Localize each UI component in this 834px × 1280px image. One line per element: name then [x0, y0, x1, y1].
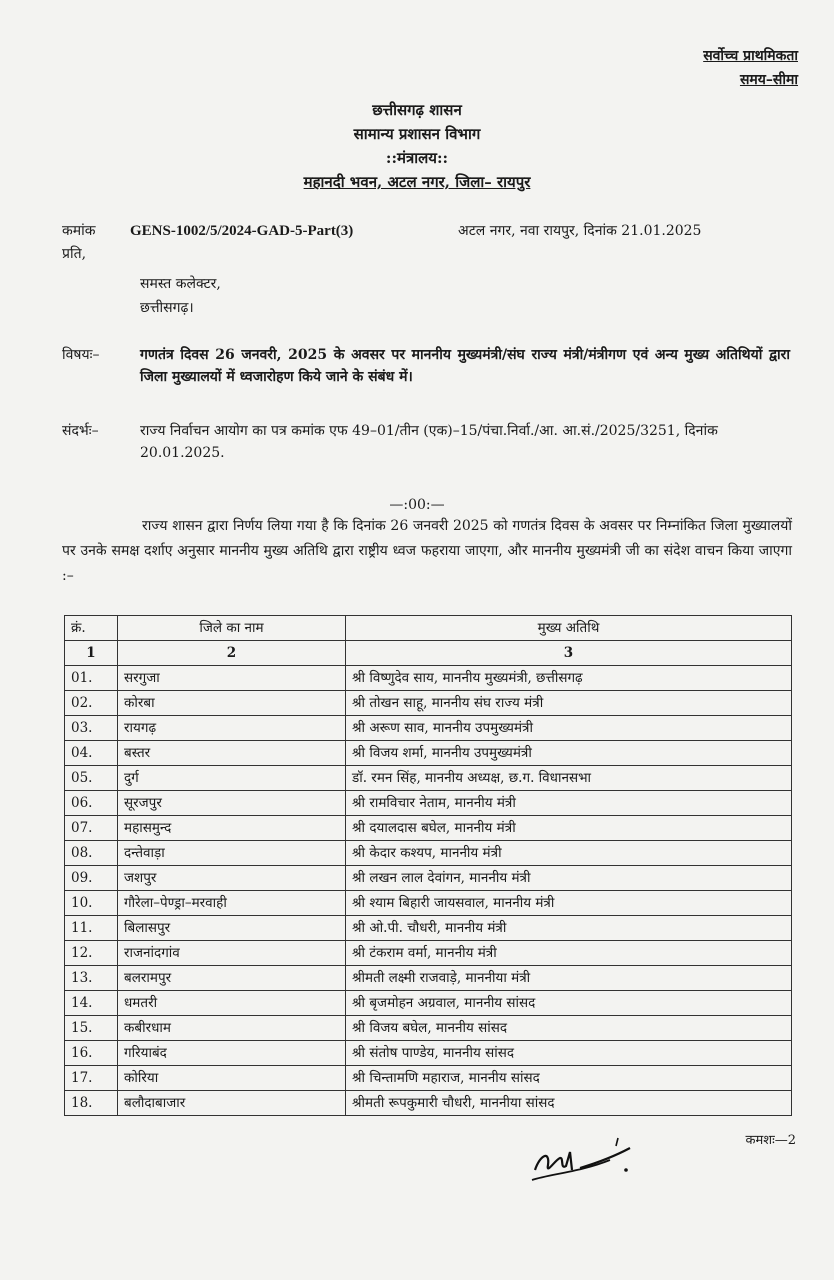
row-serial: 11. — [65, 916, 118, 941]
row-serial: 06. — [65, 791, 118, 816]
row-guest: श्री विजय शर्मा, माननीय उपमुख्यमंत्री — [346, 741, 792, 766]
row-guest: डॉ. रमन सिंह, माननीय अध्यक्ष, छ.ग. विधानसभा — [346, 766, 792, 791]
table-row — [65, 766, 792, 791]
row-serial: 15. — [65, 1016, 118, 1041]
row-serial: 12. — [65, 941, 118, 966]
row-guest: श्री रामविचार नेताम, माननीय मंत्री — [346, 791, 792, 816]
body-paragraph: राज्य शासन द्वारा निर्णय लिया गया है कि दिनांक 26 जनवरी 2025 को गणतंत्र दिवस के अवसर पर निम्नांकित जिला मुख्यालयों पर उनके समक्ष दर्शाए अनुसार माननीय मुख्य अतिथि द्वारा राष्ट्रीय ध्वज फहराया जाएगा, और माननीय मुख्यमंत्री जी का संदेश वाचन किया जाएगा :– — [62, 518, 792, 584]
row-serial: 04. — [65, 741, 118, 766]
table-row — [65, 691, 792, 716]
ref-number: GENS-1002/5/2024-GAD-5-Part(3) — [130, 223, 354, 239]
row-district: धमतरी — [118, 991, 346, 1016]
govt-name: छत्तीसगढ़ शासन — [372, 101, 462, 119]
row-serial: 14. — [65, 991, 118, 1016]
letterhead — [0, 98, 834, 194]
col-num: 2 — [118, 641, 346, 666]
row-district: दन्तेवाड़ा — [118, 841, 346, 866]
row-serial: 07. — [65, 816, 118, 841]
row-guest: श्रीमती लक्ष्मी राजवाड़े, माननीया मंत्री — [346, 966, 792, 991]
row-district: बस्तर — [118, 741, 346, 766]
time-limit-label: समय–सीमा — [739, 72, 798, 88]
continued-label: कमशः—2 — [745, 1133, 796, 1148]
header-serial: क्रं. — [65, 616, 118, 641]
row-serial: 03. — [65, 716, 118, 741]
table-row — [65, 891, 792, 916]
row-district: कोरिया — [118, 1066, 346, 1091]
row-serial: 13. — [65, 966, 118, 991]
row-serial: 10. — [65, 891, 118, 916]
col-num: 1 — [65, 641, 118, 666]
row-guest: श्री ओ.पी. चौधरी, माननीय मंत्री — [346, 916, 792, 941]
row-guest: श्री केदार कश्यप, माननीय मंत्री — [346, 841, 792, 866]
priority-label: सर्वोच्च प्राथमिकता — [703, 48, 798, 64]
row-serial: 01. — [65, 666, 118, 691]
row-guest: श्री बृजमोहन अग्रवाल, माननीय सांसद — [346, 991, 792, 1016]
addressee — [140, 272, 221, 320]
row-guest: श्रीमती रूपकुमारी चौधरी, माननीया सांसद — [346, 1091, 792, 1116]
table-body — [65, 666, 792, 1116]
subject-label: विषयः– — [62, 347, 100, 363]
guest-table — [64, 615, 792, 1116]
ministry-name: ::मंत्रालय:: — [385, 149, 449, 167]
table-row — [65, 666, 792, 691]
office-address: महानदी भवन, अटल नगर, जिला– रायपुर — [303, 173, 531, 191]
table-row — [65, 1016, 792, 1041]
row-guest: श्री श्याम बिहारी जायसवाल, माननीय मंत्री — [346, 891, 792, 916]
row-district: बलौदाबाजार — [118, 1091, 346, 1116]
row-district: कोरबा — [118, 691, 346, 716]
row-district: कबीरधाम — [118, 1016, 346, 1041]
row-serial: 18. — [65, 1091, 118, 1116]
row-serial: 08. — [65, 841, 118, 866]
row-district: सरगुजा — [118, 666, 346, 691]
dept-name: सामान्य प्रशासन विभाग — [353, 125, 481, 143]
table-row — [65, 991, 792, 1016]
row-district: रायगढ़ — [118, 716, 346, 741]
row-guest: श्री विजय बघेल, माननीय सांसद — [346, 1016, 792, 1041]
signature-icon — [530, 1130, 640, 1190]
divider: —:00:— — [389, 497, 445, 513]
addressee-line2: छत्तीसगढ़। — [140, 300, 194, 316]
row-guest: श्री टंकराम वर्मा, माननीय मंत्री — [346, 941, 792, 966]
priority-block — [703, 44, 798, 92]
table-row — [65, 816, 792, 841]
table-row — [65, 841, 792, 866]
row-district: गरियाबंद — [118, 1041, 346, 1066]
row-district: दुर्ग — [118, 766, 346, 791]
ref-label: कमांक — [62, 223, 96, 239]
place-date: अटल नगर, नवा रायपुर, दिनांक 21.01.2025 — [458, 223, 702, 239]
row-district: गौरेला–पेण्ड्रा–मरवाही — [118, 891, 346, 916]
row-district: महासमुन्द — [118, 816, 346, 841]
table-row — [65, 966, 792, 991]
row-serial: 09. — [65, 866, 118, 891]
table-row — [65, 1091, 792, 1116]
table-header-row — [65, 616, 792, 641]
table-row — [65, 791, 792, 816]
row-guest: श्री लखन लाल देवांगन, माननीय मंत्री — [346, 866, 792, 891]
table-column-numbers — [65, 641, 792, 666]
table-row — [65, 1041, 792, 1066]
row-district: जशपुर — [118, 866, 346, 891]
row-serial: 17. — [65, 1066, 118, 1091]
row-guest: श्री दयालदास बघेल, माननीय मंत्री — [346, 816, 792, 841]
reference-text: राज्य निर्वाचन आयोग का पत्र कमांक एफ 49–01/तीन (एक)–15/पंचा.निर्वा./आ. आ.सं./2025/3251, दिनांक 20.01.2025. — [140, 423, 718, 461]
addressee-line1: समस्त कलेक्टर, — [140, 276, 221, 292]
header-district: जिले का नाम — [118, 616, 346, 641]
row-serial: 05. — [65, 766, 118, 791]
row-district: बिलासपुर — [118, 916, 346, 941]
row-guest: श्री तोखन साहू, माननीय संघ राज्य मंत्री — [346, 691, 792, 716]
table-row — [65, 1066, 792, 1091]
table-row — [65, 716, 792, 741]
col-num: 3 — [346, 641, 792, 666]
table-row — [65, 741, 792, 766]
header-guest: मुख्य अतिथि — [346, 616, 792, 641]
to-label: प्रति, — [62, 246, 87, 262]
row-guest: श्री संतोष पाण्डेय, माननीय सांसद — [346, 1041, 792, 1066]
table-row — [65, 916, 792, 941]
row-district: राजनांदगांव — [118, 941, 346, 966]
row-guest: श्री अरूण साव, माननीय उपमुख्यमंत्री — [346, 716, 792, 741]
subject-text: गणतंत्र दिवस 26 जनवरी, 2025 के अवसर पर माननीय मुख्यमंत्री/संघ राज्य मंत्री/मंत्रीगण एवं अन्य मुख्य अतिथियों द्वारा जिला मुख्यालयों में ध्वजारोहण किये जाने के संबंध में। — [140, 347, 790, 385]
row-guest: श्री चिन्तामणि महाराज, माननीय सांसद — [346, 1066, 792, 1091]
table-row — [65, 866, 792, 891]
row-district: बलरामपुर — [118, 966, 346, 991]
reference-label: संदर्भः– — [62, 423, 99, 439]
table-row — [65, 941, 792, 966]
row-serial: 16. — [65, 1041, 118, 1066]
row-guest: श्री विष्णुदेव साय, माननीय मुख्यमंत्री, छत्तीसगढ़ — [346, 666, 792, 691]
row-district: सूरजपुर — [118, 791, 346, 816]
row-serial: 02. — [65, 691, 118, 716]
